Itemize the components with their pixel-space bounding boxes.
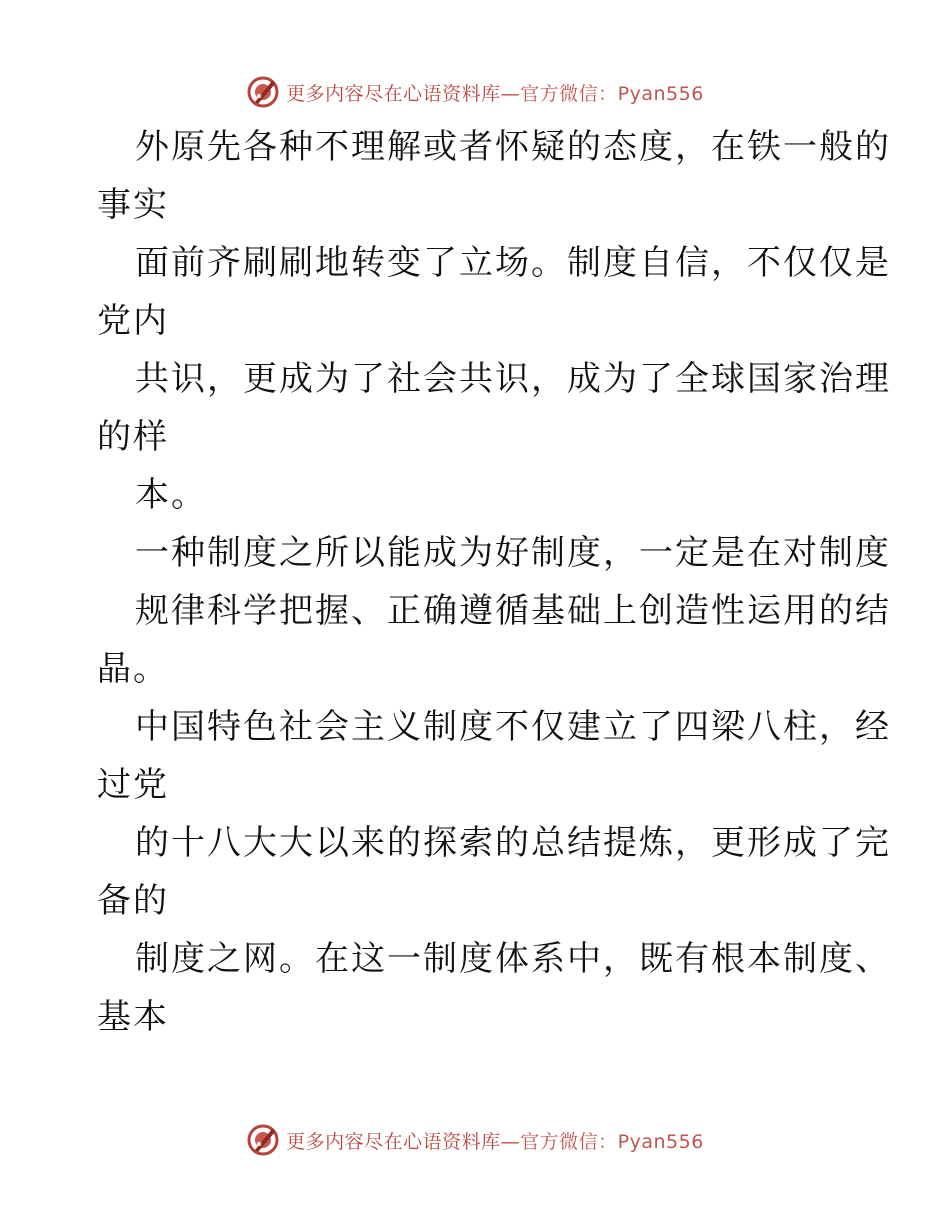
header-banner [0,70,950,114]
footer-banner-text [286,1127,704,1154]
pen-logo-icon [246,1123,280,1157]
text-line: 外原先各种不理解或者怀疑的态度，在铁一般的 [135,127,891,167]
header-banner-title: 更多内容尽在心语资料库 [286,82,501,105]
text-line: 的十八大大以来的探索的总结提炼，更形成了完 [135,823,891,863]
text-line: 备的 [97,881,169,921]
text-line: 共识，更成为了社会共识，成为了全球国家治理 [135,359,891,399]
text-line: 晶。 [97,649,169,689]
text-line: 制度之网。在这一制度体系中，既有根本制度、 [135,939,891,979]
footer-banner-title: 更多内容尽在心语资料库 [286,1130,501,1153]
text-line: 面前齐刷刷地转变了立场。制度自信，不仅仅是 [135,243,891,283]
text-line: 过党 [97,765,169,805]
text-line: 一种制度之所以能成为好制度，一定是在对制度 [135,533,891,573]
text-line: 事实 [97,185,169,225]
text-line: 中国特色社会主义制度不仅建立了四梁八柱，经 [135,707,891,747]
header-banner-text [286,79,704,106]
footer-banner-separator: — [500,1130,521,1153]
footer-banner [0,1118,950,1162]
pen-logo-icon [246,75,280,109]
text-line: 基本 [97,997,169,1037]
footer-banner-inner [246,1123,704,1157]
text-line: 党内 [97,301,169,341]
text-line: 的样 [97,417,169,457]
header-banner-separator: — [500,82,521,105]
text-line: 规律科学把握、正确遵循基础上创造性运用的结 [135,591,891,631]
document-body [97,118,891,1046]
text-line: 本。 [135,475,207,515]
header-banner-wechat: 官方微信：Pyan556 [520,82,704,105]
header-banner-inner [246,75,704,109]
footer-banner-wechat: 官方微信：Pyan556 [520,1130,704,1153]
